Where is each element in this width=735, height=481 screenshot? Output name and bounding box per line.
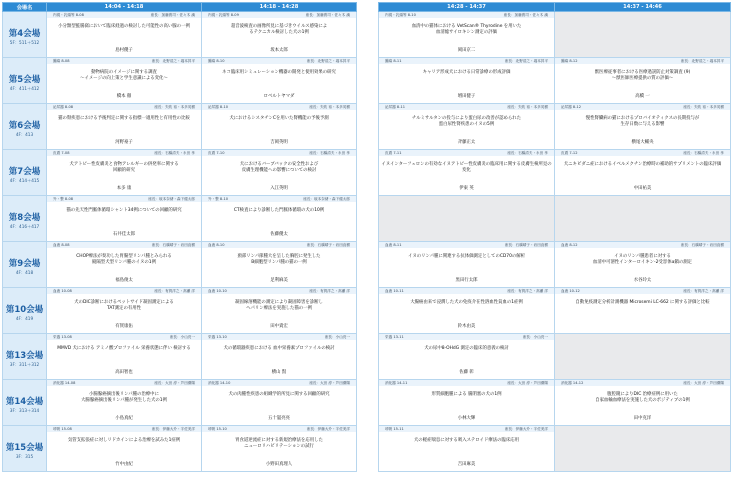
session-cell [47,12,202,58]
presenter-name: 佐藤優太 [270,232,288,237]
presenter-name: 高田智也 [115,370,133,375]
session-cell [202,196,357,242]
session-chairs: 座長：加藤貴司・佐々木 満 [150,13,195,17]
left-schedule-table [2,2,357,472]
session-chairs: 座長：矢吹 裕・本多英樹 [683,105,724,109]
session-cell [379,12,555,58]
session-cell [379,104,555,150]
session-cell [379,150,555,196]
presenter-name: 小林大輝 [457,416,476,421]
empty-slot-inner [379,196,554,241]
session-chairs: 座長：伊藤大介・宇佐美洋 [306,427,350,431]
presenter-name: 田中貴宏 [270,324,288,329]
room-row [3,380,357,426]
room-label [3,426,47,472]
empty-slot-inner [555,12,730,57]
room-row [3,288,357,334]
presenter-name: 橋本 徹 [116,94,132,99]
presentation-title: 獣医療従事者における医療過誤防止対策調査 (9) ～獣医師医療提供の質の評価～ [594,70,691,81]
room-row [379,380,731,426]
session-code: 血液 8-08 [53,243,70,247]
session-chairs: 座長：石橋清夫・永田 孝 [309,151,350,155]
session-chairs: 座長：大田 淳・芦田優陽 [683,381,724,385]
session-cell [555,104,731,150]
presentation-title: イヌのリンパ腫に関連する抗体価測定としてのCD70の解析 [407,254,526,259]
presentation-title: 血清中の猫体における VetScan® Thyrodine を用いた 血清総サイロキシン測定の評価 [411,24,522,35]
presenter-name: 入江英明 [270,186,288,191]
presentation-title: キャリア形成犬における日常診療の形成評価 [422,70,511,75]
room-floor: 3F：313＋314 [9,408,40,413]
session-code: 血液 10-11 [385,289,404,293]
presentation-title: CT検査により診断した門脈体循環の犬の10例 [233,208,325,213]
session-chairs: 座長：伊藤大介・宇佐美洋 [151,427,195,431]
session-code: 消化器 14-08 [53,381,76,385]
session-content [47,150,201,195]
room-row [3,242,357,288]
room-floor: 4F：419 [15,316,34,321]
session-code: 血液 8-12 [561,243,578,247]
session-cell [555,380,731,426]
session-content [202,334,356,379]
session-content [202,196,356,241]
session-code: 内視・乳頭等 8-08 [53,13,84,17]
presenter-name: 田中克洋 [633,416,652,421]
session-code: 栄養 13-10 [208,335,227,339]
presentation-title: 犬のDIC診断におけるペットサイド凝固測定による TAT測定の有用性 [74,300,174,311]
session-chairs: 座長：石橋清夫・永田 孝 [154,151,195,155]
room-row [3,426,357,472]
session-content [379,242,554,287]
presentation-title: 自動免疫測定分析計測機器 Microsemi LC-662 に関する評価と比較 [575,300,710,305]
session-content [202,150,356,195]
room-label [3,242,47,288]
session-content [47,380,201,425]
room-name: 第15会場 [5,443,44,453]
presenter-name: 黒田行太郎 [455,278,478,283]
presenter-name: 五十嵐亮亮 [268,416,290,421]
session-chairs: 座長：有賀洋之・高瀬 洋 [154,289,195,293]
room-row [3,150,357,196]
room-name: 第4会場 [8,29,41,39]
session-chairs: 座長：矢吹 裕・本多英樹 [309,105,350,109]
presentation-title: 犬におけるバーブバックの安全性および 皮膚生理機能への影響についての検討 [239,162,319,173]
presentation-title: MMVD 犬における アミノ酸プロファイル 栄養状態に伴い 検討する [57,346,191,351]
session-cell [47,288,202,334]
session-content [379,380,554,425]
session-content [379,426,554,471]
session-cell [555,242,731,288]
session-code: 泌尿器 8-10 [208,105,229,109]
empty-slot [379,196,555,242]
presentation-title: 犬の尿中8-OHdG 測定の臨床的意義の検討 [424,346,509,351]
presenter-name: 本多 康 [116,186,132,191]
room-floor: 3F：315 [15,454,34,459]
presenter-name: 伊東 英 [459,186,474,191]
session-chairs: 座長：北野浩之・堀本昇平 [306,59,350,63]
presenter-name: 有賀康佑 [115,324,133,329]
room-row [3,334,357,380]
presentation-title: 犬ニキビダニ症におけるイベルメクチン治療時の補助的サプリメントの臨床評価 [563,162,722,167]
session-cell [379,380,555,426]
presenter-name: 水谷玲太 [633,278,652,283]
session-cell [202,58,357,104]
presentation-title: 動物病院のイメージに関する調査 ～イメージの向上策と学生意識による変化～ [80,70,168,81]
session-cell [47,426,202,472]
session-cell [202,334,357,380]
session-code: 呼吸 15-08 [53,427,72,431]
presentation-title: 犬におけるシスタチンCを用いた腎機能の予後予測 [229,116,329,121]
session-cell [47,242,202,288]
presenter-name: 横山 賢 [271,370,287,375]
session-content [379,58,554,103]
presentation-title: 犬の肉腫性疾患の組織学的所見に関する回顧的研究 [228,392,330,397]
session-cell [47,104,202,150]
session-content [47,334,201,379]
room-row [3,58,357,104]
session-code: 栄養 13-11 [385,335,404,339]
room-floor: 4F：418 [15,270,34,275]
session-code: 皮膚 7-10 [208,151,225,155]
session-code: 消化器 14-11 [385,381,408,385]
room-floor: 3F：311＋312 [9,362,40,367]
room-row [379,58,731,104]
session-cell [47,380,202,426]
session-chairs: 座長：有賀洋之・高瀬 洋 [507,289,548,293]
session-chairs: 座長：有賀洋之・高瀬 洋 [309,289,350,293]
room-floor: 4F：416＋417 [9,224,40,229]
session-content [555,58,730,103]
presentation-title: 大腸癌由来で浸潤した犬の免疫介在性溶血性貧血の1症例 [410,300,523,305]
session-cell [47,58,202,104]
session-content [202,288,356,333]
room-row [379,426,731,472]
session-content [202,58,356,103]
room-label [3,380,47,426]
session-chairs: 座長：北野浩之・堀本昇平 [151,59,195,63]
session-code: 皮膚 7-08 [53,151,70,155]
room-row [379,12,731,58]
session-cell [379,334,555,380]
session-code: 皮膚 7-11 [385,151,402,155]
room-floor: 4F：413 [15,132,34,137]
session-chairs: 座長：石橋清夫・永田 孝 [683,151,724,155]
session-content [202,426,356,471]
presentation-title: 気管支拡張症に対しリドカインによる治療を試みた1症例 [67,438,181,443]
session-chairs: 座長：北野浩之・堀本昇平 [680,59,724,63]
session-chairs: 座長：北野浩之・堀本昇平 [504,59,548,63]
presenter-name: 河野豪子 [115,140,133,145]
session-cell [47,334,202,380]
right-header-row [379,3,731,12]
session-cell [379,426,555,472]
session-code: 血液 8-11 [385,243,402,247]
room-label [3,196,47,242]
session-chairs: 座長：小山亮一 [169,335,195,339]
presenter-name: 佐藤 彰 [459,370,474,375]
presentation-title: CHOP療法が奏功した胃腸型リンパ腫とみられる 縦隔型犬型リンパ腫のイヌの1例 [76,254,172,265]
session-code: 腫瘍 8-11 [385,59,402,63]
session-chairs: 座長：大田 淳・芦田優陽 [309,381,350,385]
session-code: 呼吸 15-10 [208,427,227,431]
session-content [47,196,201,241]
session-content [202,104,356,149]
room-row [379,150,731,196]
presenter-name: 斉藤正太 [457,140,476,145]
empty-slot [555,196,731,242]
session-chairs: 座長：矢吹 裕・本多英樹 [154,105,195,109]
session-code: 血液 10-08 [53,289,72,293]
room-header: 会場名 [3,3,47,12]
session-cell [379,288,555,334]
session-code: 外・整 8-10 [208,197,229,201]
session-cell [202,380,357,426]
session-content [47,12,201,57]
session-chairs: 座長：坂本奈緒・森下健太郎 [148,197,195,201]
room-name: 第13会場 [5,351,44,361]
presentation-title: 胃食道逆流症に対する新規治療法を応用した ニューロリハビリテーションの試行 [235,438,323,449]
room-label [3,334,47,380]
session-code: 皮膚 7-12 [561,151,578,155]
session-content [47,104,201,149]
session-code: 消化器 14-10 [208,381,231,385]
session-cell [555,58,731,104]
presenter-name: 足利麻美 [270,278,288,283]
room-name: 第7会場 [8,167,41,177]
session-content [47,288,201,333]
session-content [379,288,554,333]
room-floor: 5F：511＋512 [9,40,40,45]
presentation-title: イヌインターフェロンの有効なイヌアトピー性皮膚炎の臨床用に関する皮膚生検所見の変化 [381,162,552,173]
presenter-name: 高橋 一 [635,94,650,99]
session-cell [202,150,357,196]
presentation-title: 凝固線溶機能の測定により凝固障害を診断し ヘパリン療法を実施した猫の一例 [235,300,323,311]
session-code: 血液 10-12 [561,289,580,293]
session-code: 外・整 8-08 [53,197,74,201]
presentation-title: 小分類型鮭腸窩において臨床経過の検討した可能性の高い腺の一例 [58,24,190,29]
room-row [3,104,357,150]
session-content [202,380,356,425]
session-chairs: 座長：石橋晴子・岩田直樹 [680,243,724,247]
session-chairs: 座長：矢吹 裕・本多英樹 [507,105,548,109]
presenter-name: 吉岡英明 [270,140,288,145]
presenter-name: 小野田真理人 [265,462,293,467]
session-chairs: 座長：石橋清夫・永田 孝 [507,151,548,155]
session-chairs: 座長：加藤貴司・佐々木 満 [503,13,548,17]
presentation-title: イヌのリンパ腫患者に対する 血清中可溶性インターロイキン-2受容体α鎖の測定 [592,254,693,265]
empty-slot [555,426,731,472]
session-content [47,242,201,287]
session-cell [47,150,202,196]
room-row [379,288,731,334]
session-content [202,242,356,287]
session-chairs: 座長：加藤貴司・佐々木 満 [305,13,350,17]
session-content [555,380,730,425]
session-chairs: 座長：石橋晴子・岩田直樹 [504,243,548,247]
empty-slot [555,12,731,58]
session-code: 内視・乳頭等 8-09 [208,13,239,17]
presentation-title: 犬の軽症喘息に対する吸入ステロイド療法の臨床応用 [413,438,520,443]
session-code: 腫瘍 8-08 [53,59,70,63]
room-name: 第14会場 [5,397,44,407]
session-content [47,426,201,471]
room-label [3,12,47,58]
presentation-title: 小腸腺癌摘出後リンパ腫の治療中に 大腸腺癌摘出後リンパ腫が発生した犬の1例 [81,392,167,403]
slot-header: 14:37 - 14:46 [555,3,731,12]
session-code: 栄養 13-08 [53,335,72,339]
presenter-name: 岡田京二 [457,48,476,53]
session-cell [202,288,357,334]
room-label [3,150,47,196]
presentation-title: 超音波検査の画像所見に基づきウイルス感染によ るテクニカル検討した犬の1例 [230,24,328,35]
empty-slot-inner [555,334,730,379]
session-content [555,288,730,333]
slot-header: 14:04 - 14:18 [47,3,202,12]
presentation-title: 頚部リンパ節腫大を呈した胸腔に発生した B細胞型リンパ腫の猫の一例 [237,254,321,265]
presenter-name: 鈴木由美 [457,324,476,329]
room-floor: 4F：414＋415 [9,178,40,183]
presenter-name: 福島俊太 [115,278,133,283]
presentation-title: 形質細胞腫による 腸閉塞の犬の1例 [431,392,502,397]
session-content [379,104,554,149]
session-chairs: 座長：伊藤大介・宇佐美洋 [504,427,548,431]
session-content [202,12,356,57]
presentation-title: 猫の腎疾患における予後判定に関する指標一適用性と有用性の比較 [58,116,190,121]
room-label [3,104,47,150]
room-name: 第5会場 [8,75,41,85]
presenter-name: 石井佳太郎 [113,232,135,237]
presentation-title: 腹腔鏡によりDIC 治療症例に用いた 自家血輸血療法を実施した犬のポジティブの1例 [595,392,690,403]
presenter-name: 吉田麻美 [457,462,476,467]
room-name: 第9会場 [8,259,41,269]
session-cell [555,288,731,334]
presenter-name: 小島真紀 [115,416,133,421]
session-code: 泌尿器 8-12 [561,105,582,109]
room-name: 第10会場 [5,305,44,315]
session-cell [202,426,357,472]
session-cell [379,58,555,104]
right-schedule-table [378,2,731,472]
room-row [3,196,357,242]
session-code: 泌尿器 8-11 [385,105,406,109]
session-chairs: 座長：石橋晴子・岩田直樹 [306,243,350,247]
presenter-name: 中田祐美 [633,186,652,191]
room-row [3,12,357,58]
presentation-title: チルミサルタンの投与により蛋白尿の改善が認められた 蛋白尿性腎疾患のイヌの5例 [411,116,522,127]
session-code: 腫瘍 8-12 [561,59,578,63]
presenter-name: ロベルトヤマダ [263,94,295,99]
empty-slot [555,334,731,380]
session-code: 泌尿器 8-08 [53,105,74,109]
empty-slot-inner [555,426,730,471]
room-row [379,196,731,242]
session-code: 血液 8-10 [208,243,225,247]
presenter-name: 竹中由紀 [115,462,133,467]
session-chairs: 座長：小山亮一 [522,335,548,339]
slot-header: 14:18 - 14:28 [202,3,357,12]
room-name: 第8会場 [8,213,41,223]
session-content [555,104,730,149]
session-cell [47,196,202,242]
session-code: 腫瘍 8-10 [208,59,225,63]
presenter-name: 島村優子 [115,48,133,53]
session-chairs: 座長：大田 淳・芦田優陽 [154,381,195,385]
room-row [379,104,731,150]
room-label [3,58,47,104]
session-cell [202,12,357,58]
session-cell [555,150,731,196]
session-content [379,12,554,57]
session-code: 血液 10-10 [208,289,227,293]
session-chairs: 座長：大田 淳・芦田優陽 [507,381,548,385]
session-content [379,150,554,195]
presenter-name: 増田健子 [457,94,476,99]
session-content [555,150,730,195]
presentation-title: 犬アトピー性皮膚炎と食物アレルギーの併発率に関する 回顧的研究 [69,162,179,173]
session-chairs: 座長：有賀洋之・高瀬 洋 [683,289,724,293]
room-name: 第6会場 [8,121,41,131]
presentation-title: 犬の循環器疾患における 血中栄養素プロファイルの検討 [223,346,335,351]
room-floor: 4F：411＋412 [9,86,40,91]
session-content [379,334,554,379]
session-code: 消化器 14-12 [561,381,584,385]
session-cell [202,104,357,150]
session-cell [202,242,357,288]
session-chairs: 座長：小山亮一 [324,335,350,339]
slot-header: 14:28 - 14:37 [379,3,555,12]
left-header-row [3,3,357,12]
session-chairs: 座長：石橋晴子・岩田直樹 [151,243,195,247]
session-code: 呼吸 15-11 [385,427,404,431]
presenter-name: 坂本太郎 [270,48,288,53]
session-cell [379,242,555,288]
session-code: 内視・乳頭等 8-10 [385,13,416,17]
presentation-title: ネコ臨床用シミュレーション機器の開発と使用効果の研究 [222,70,336,75]
room-row [379,242,731,288]
presentation-title: 慢性腎臓病の猫におけるプロバイオティクスの長期投与が 生存日数に与える影響 [585,116,700,127]
room-row [379,334,731,380]
presentation-title: 猫の先天性門脈体循環シャント34例についての回顧的研究 [66,208,182,213]
presenter-name: 横尾大輔央 [631,140,654,145]
session-content [555,242,730,287]
room-label [3,288,47,334]
empty-slot-inner [555,196,730,241]
session-content [47,58,201,103]
session-chairs: 座長：坂本奈緒・森下健太郎 [303,197,350,201]
